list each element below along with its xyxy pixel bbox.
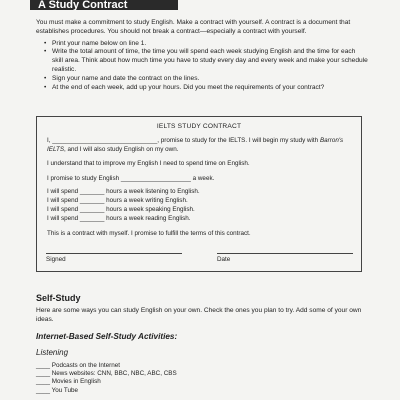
contract-spend-speaking: I will spend _______ hours a week speaking English.: [47, 206, 195, 213]
self-study-heading: Self-Study: [36, 293, 81, 303]
book-title: Barron's IELTS: [47, 137, 344, 153]
page-title: A Study Contract: [30, 0, 178, 10]
internet-activities-heading: Internet-Based Self-Study Activities:: [36, 332, 178, 341]
instruction-item: • At the end of each week, add up your hours. Did you meet the requirements of your contract?: [46, 84, 368, 93]
instruction-item: • Print your name below on line 1.: [46, 40, 368, 49]
contract-closing: This is a contract with myself. I promise to fulfill the terms of this contract.: [47, 230, 251, 237]
contract-spend-writing: I will spend _______ hours a week writing English.: [47, 197, 188, 204]
listening-heading: Listening: [36, 348, 69, 357]
contract-spend-listening: I will spend _______ hours a week listening to English.: [47, 188, 200, 195]
contract-name-line: [47, 137, 355, 154]
date-label: Date: [217, 256, 231, 263]
activity-item[interactable]: ____ Movies in English: [36, 378, 101, 386]
intro-paragraph: You must make a commitment to study English. Make a contract with yourself. A contract is a document that establishes procedures. You should not break a contract—especially a contract with yourself.: [36, 19, 351, 35]
activity-item[interactable]: ____ You Tube: [36, 386, 79, 394]
contract-name-text-end: , and I will also study English on my own.: [64, 145, 179, 153]
activity-item[interactable]: ____ News websites: CNN, BBC, NBC, ABC, CBS: [36, 370, 177, 378]
signed-label: Signed: [46, 256, 66, 263]
self-study-text: Here are some ways you can study English on your own. Check the ones you plan to try. Add some of your own ideas.: [36, 307, 362, 323]
study-contract-box: [36, 116, 362, 272]
intro-section: [36, 19, 368, 92]
contract-spend-reading: I will spend _______ hours a week reading English.: [47, 215, 191, 222]
activity-item[interactable]: ____ Podcasts on the Internet: [36, 362, 121, 369]
contract-name-text: I, ______________________________, promise to study for the IELTS. I will begin my study with: [47, 137, 320, 144]
contract-promise-line: I promise to study English ____________________ a week.: [47, 175, 215, 182]
instruction-item: • Sign your name and date the contract on the lines.: [46, 75, 368, 84]
date-line[interactable]: [217, 253, 353, 254]
contract-heading: IELTS STUDY CONTRACT: [156, 123, 242, 130]
signature-line[interactable]: [46, 253, 182, 254]
listening-activity-list: [36, 362, 177, 395]
contract-understand-line: I understand that to improve my English I need to spend time on English.: [47, 160, 250, 167]
instruction-item: • Write the total amount of time, the time you will spend each week studying English and the time for each skill area. Think about how much time you have to study every day and every week and make your schedule realistic.: [46, 48, 368, 74]
instruction-list: [36, 40, 368, 93]
